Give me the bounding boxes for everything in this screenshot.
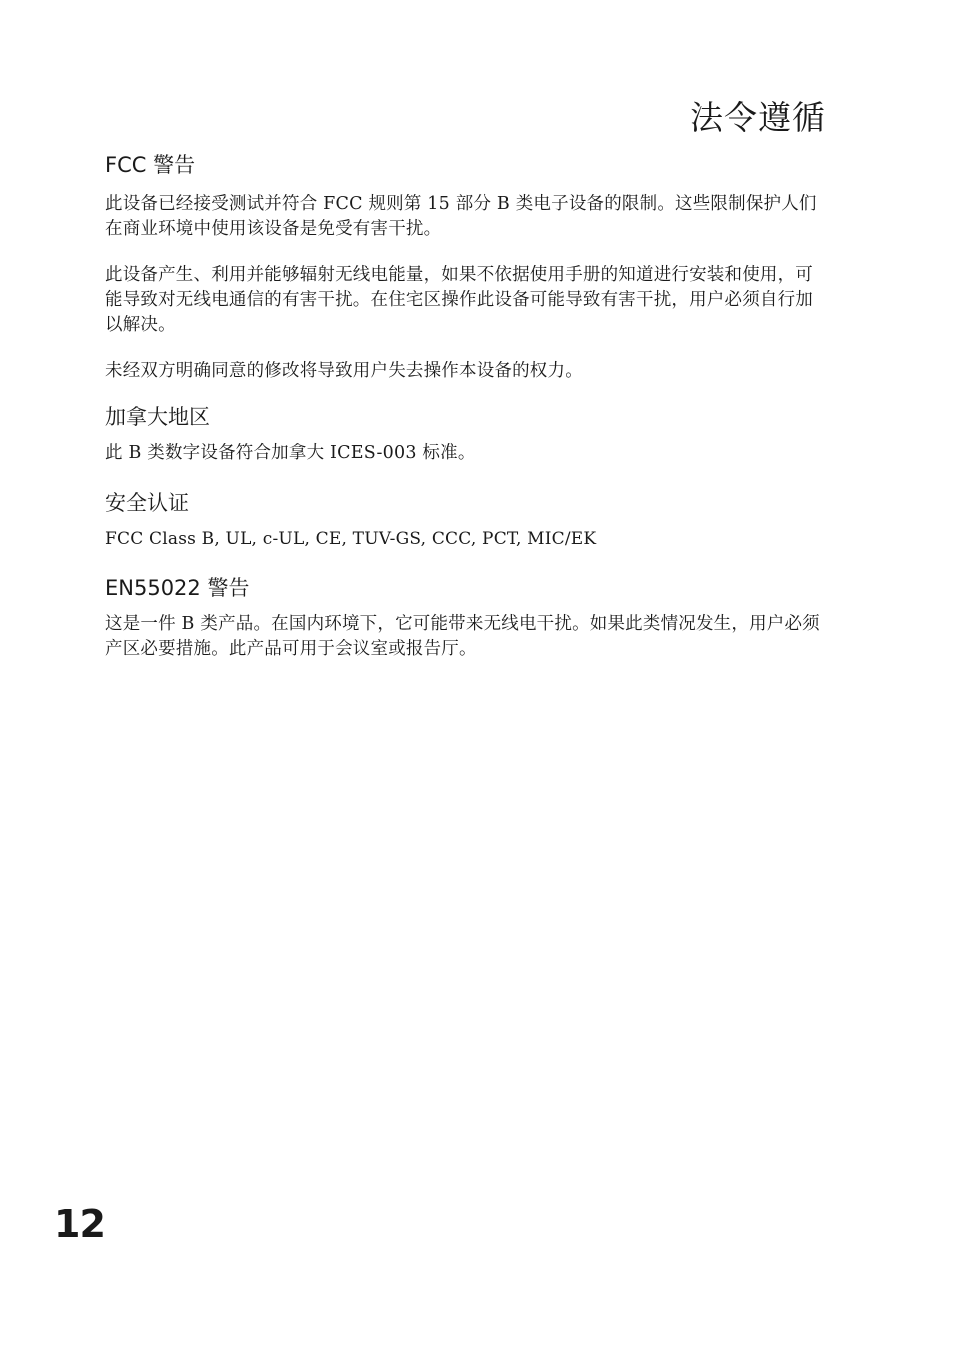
section-heading-safety-certification: 安全认证 [105, 491, 189, 515]
page-title: 法令遵循 [690, 98, 826, 137]
paragraph-fcc-modifications: 未经双方明确同意的修改将导致用户失去操作本设备的权力。 [105, 361, 583, 381]
paragraph-canada-ices: 此 B 类数字设备符合加拿大 ICES-003 标准。 [105, 443, 476, 463]
paragraph-en55022-class-b: 这是一件 B 类产品。在国内环境下，它可能带来无线电干扰。如果此类情况发生，用户必须产区必要措施。此产品可用于会议室或报告厅。 [105, 614, 820, 659]
paragraph-fcc-limits: 此设备已经接受测试并符合 FCC 规则第 15 部分 B 类电子设备的限制。这些限制保护人们在商业环境中使用该设备是免受有害干扰。 [105, 194, 817, 239]
paragraph-fcc-interference: 此设备产生、利用并能够辐射无线电能量，如果不依据使用手册的知道进行安装和使用，可能导致对无线电通信的有害干扰。在住宅区操作此设备可能导致有害干扰，用户必须自行加以解决。 [105, 265, 813, 335]
section-heading-en55022-warning: EN55022 警告 [105, 576, 250, 600]
section-heading-fcc-warning: FCC 警告 [105, 153, 196, 177]
paragraph-certification-list: FCC Class B, UL, c-UL, CE, TUV-GS, CCC, PCT, MIC/EK [105, 529, 597, 549]
page-number: 12 [54, 1202, 105, 1246]
section-heading-canada: 加拿大地区 [105, 405, 210, 429]
document-body [105, 148, 827, 662]
